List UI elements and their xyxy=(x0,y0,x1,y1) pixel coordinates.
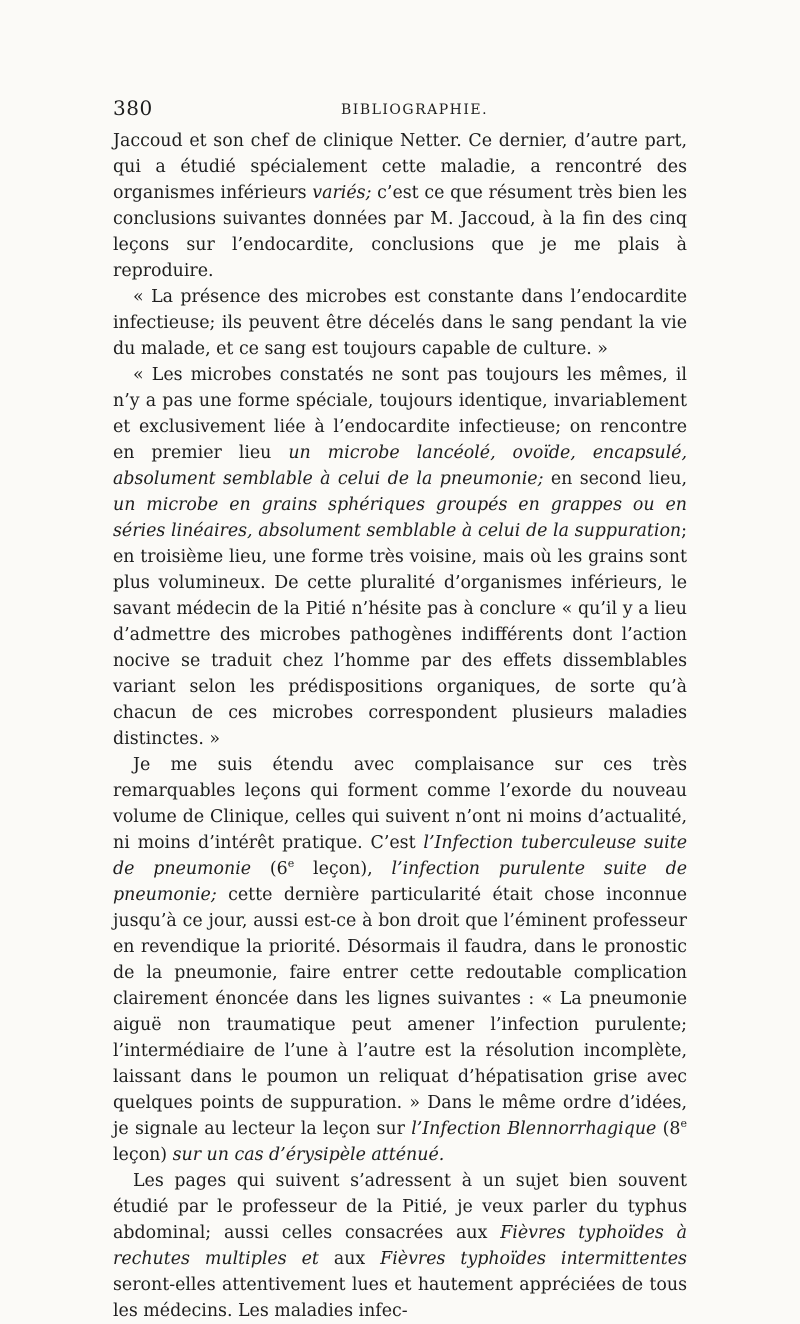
italic-text: Fièvres typhoïdes intermittentes xyxy=(380,1249,687,1269)
body-text xyxy=(113,128,687,1324)
running-head xyxy=(113,96,687,128)
italic-text: variés; xyxy=(312,183,372,203)
italic-text: un microbe lancéolé, ovoïde, encapsulé, absolument semblable à celui de la pneumonie; xyxy=(113,443,687,489)
text-run: Les pages qui suivent s’adressent à un sujet bien souvent étudié par le professeur de la Pitié, je veux parler du typhus abdominal; aussi celles consacrées aux xyxy=(113,1171,687,1243)
text-run: c’est ce que résument très bien les conclusions suivantes données par M. Jaccoud, à la fin des cinq leçons sur l’endocardite, conclusions que je me plais à reproduire. xyxy=(113,183,687,281)
page-number: 380 xyxy=(113,96,153,120)
italic-text: Fièvres typhoïdes à rechutes multiples et xyxy=(113,1223,687,1269)
text-run: en second lieu, xyxy=(543,469,687,489)
text-run: (8 xyxy=(656,1119,681,1139)
paragraph xyxy=(113,284,687,362)
paragraph xyxy=(113,362,687,752)
text-run: Je me suis étendu avec complaisance sur ces très remarquables leçons qui forment comme l’exorde du nouveau volume de Clinique, celles qui suivent n’ont ni moins d’actualité, ni moins d’intérêt pratique. C’est xyxy=(113,755,687,853)
text-run: seront-elles attentivement lues et hautement appréciées de tous les médecins. Les maladies infec- xyxy=(113,1275,687,1321)
superscript-text: e xyxy=(680,1117,687,1131)
paragraph xyxy=(113,128,687,284)
paragraph xyxy=(113,1168,687,1324)
text-run: leçon) xyxy=(113,1145,173,1165)
italic-text: un microbe en grains sphériques groupés en grappes ou en séries linéaires, absolument semblable à celui de la suppuration xyxy=(113,495,687,541)
text-run: leçon), xyxy=(294,859,392,879)
italic-text: l’Infection tuberculeuse suite de pneumonie xyxy=(113,833,687,879)
italic-text: l’infection purulente suite de pneumonie; xyxy=(113,859,687,905)
text-run: Jaccoud et son chef de clinique Netter. Ce dernier, d’autre part, qui a étudié spécialement cette maladie, a rencontré des organismes inférieurs xyxy=(113,131,687,203)
text-run: ; en troisième lieu, une forme très voisine, mais où les grains sont plus volumineux. De cette pluralité d’organismes inférieurs, le savant médecin de la Pitié n’hésite pas à conclure « qu’il y a lieu d’admettre des microbes pathogènes indifférents dont l’action nocive se traduit chez l’homme par des effets dissemblables variant selon les prédispositions organiques, de sorte qu’à chacun de ces microbes correspondent plusieurs maladies distinctes. » xyxy=(113,521,687,749)
running-title: BIBLIOGRAPHIE. xyxy=(341,102,489,118)
text-run: cette dernière particularité était chose inconnue jusqu’à ce jour, aussi est-ce à bon droit que l’éminent professeur en revendique la priorité. Désormais il faudra, dans le pronostic de la pneumonie, faire entrer cette redoutable complication clairement énoncée dans les lignes suivantes : « La pneumonie aiguë non traumatique peut amener l’infection purulente; l’intermédiaire de l’une à l’autre est la résolution incomplète, laissant dans le poumon un reliquat d’hépatisation grise avec quelques points de suppuration. » Dans le même ordre d’idées, je signale au lecteur la leçon sur xyxy=(113,885,687,1139)
paragraph xyxy=(113,752,687,1168)
italic-text: sur un cas d’érysipèle atténué. xyxy=(172,1145,445,1165)
book-page xyxy=(113,96,687,1324)
text-run: (6 xyxy=(251,859,288,879)
superscript-text: e xyxy=(287,857,295,871)
text-run: « La présence des microbes est constante dans l’endocardite infectieuse; ils peuvent être décelés dans le sang pendant la vie du malade, et ce sang est toujours capable de culture. » xyxy=(113,287,687,359)
italic-text: l’Infection Blennorrhagique xyxy=(411,1119,657,1139)
text-run: « Les microbes constatés ne sont pas toujours les mêmes, il n’y a pas une forme spéciale, toujours identique, invariablement et exclusivement liée à l’endocardite infectieuse; on rencontre en premier lieu xyxy=(113,365,687,463)
text-run: aux xyxy=(318,1249,381,1269)
